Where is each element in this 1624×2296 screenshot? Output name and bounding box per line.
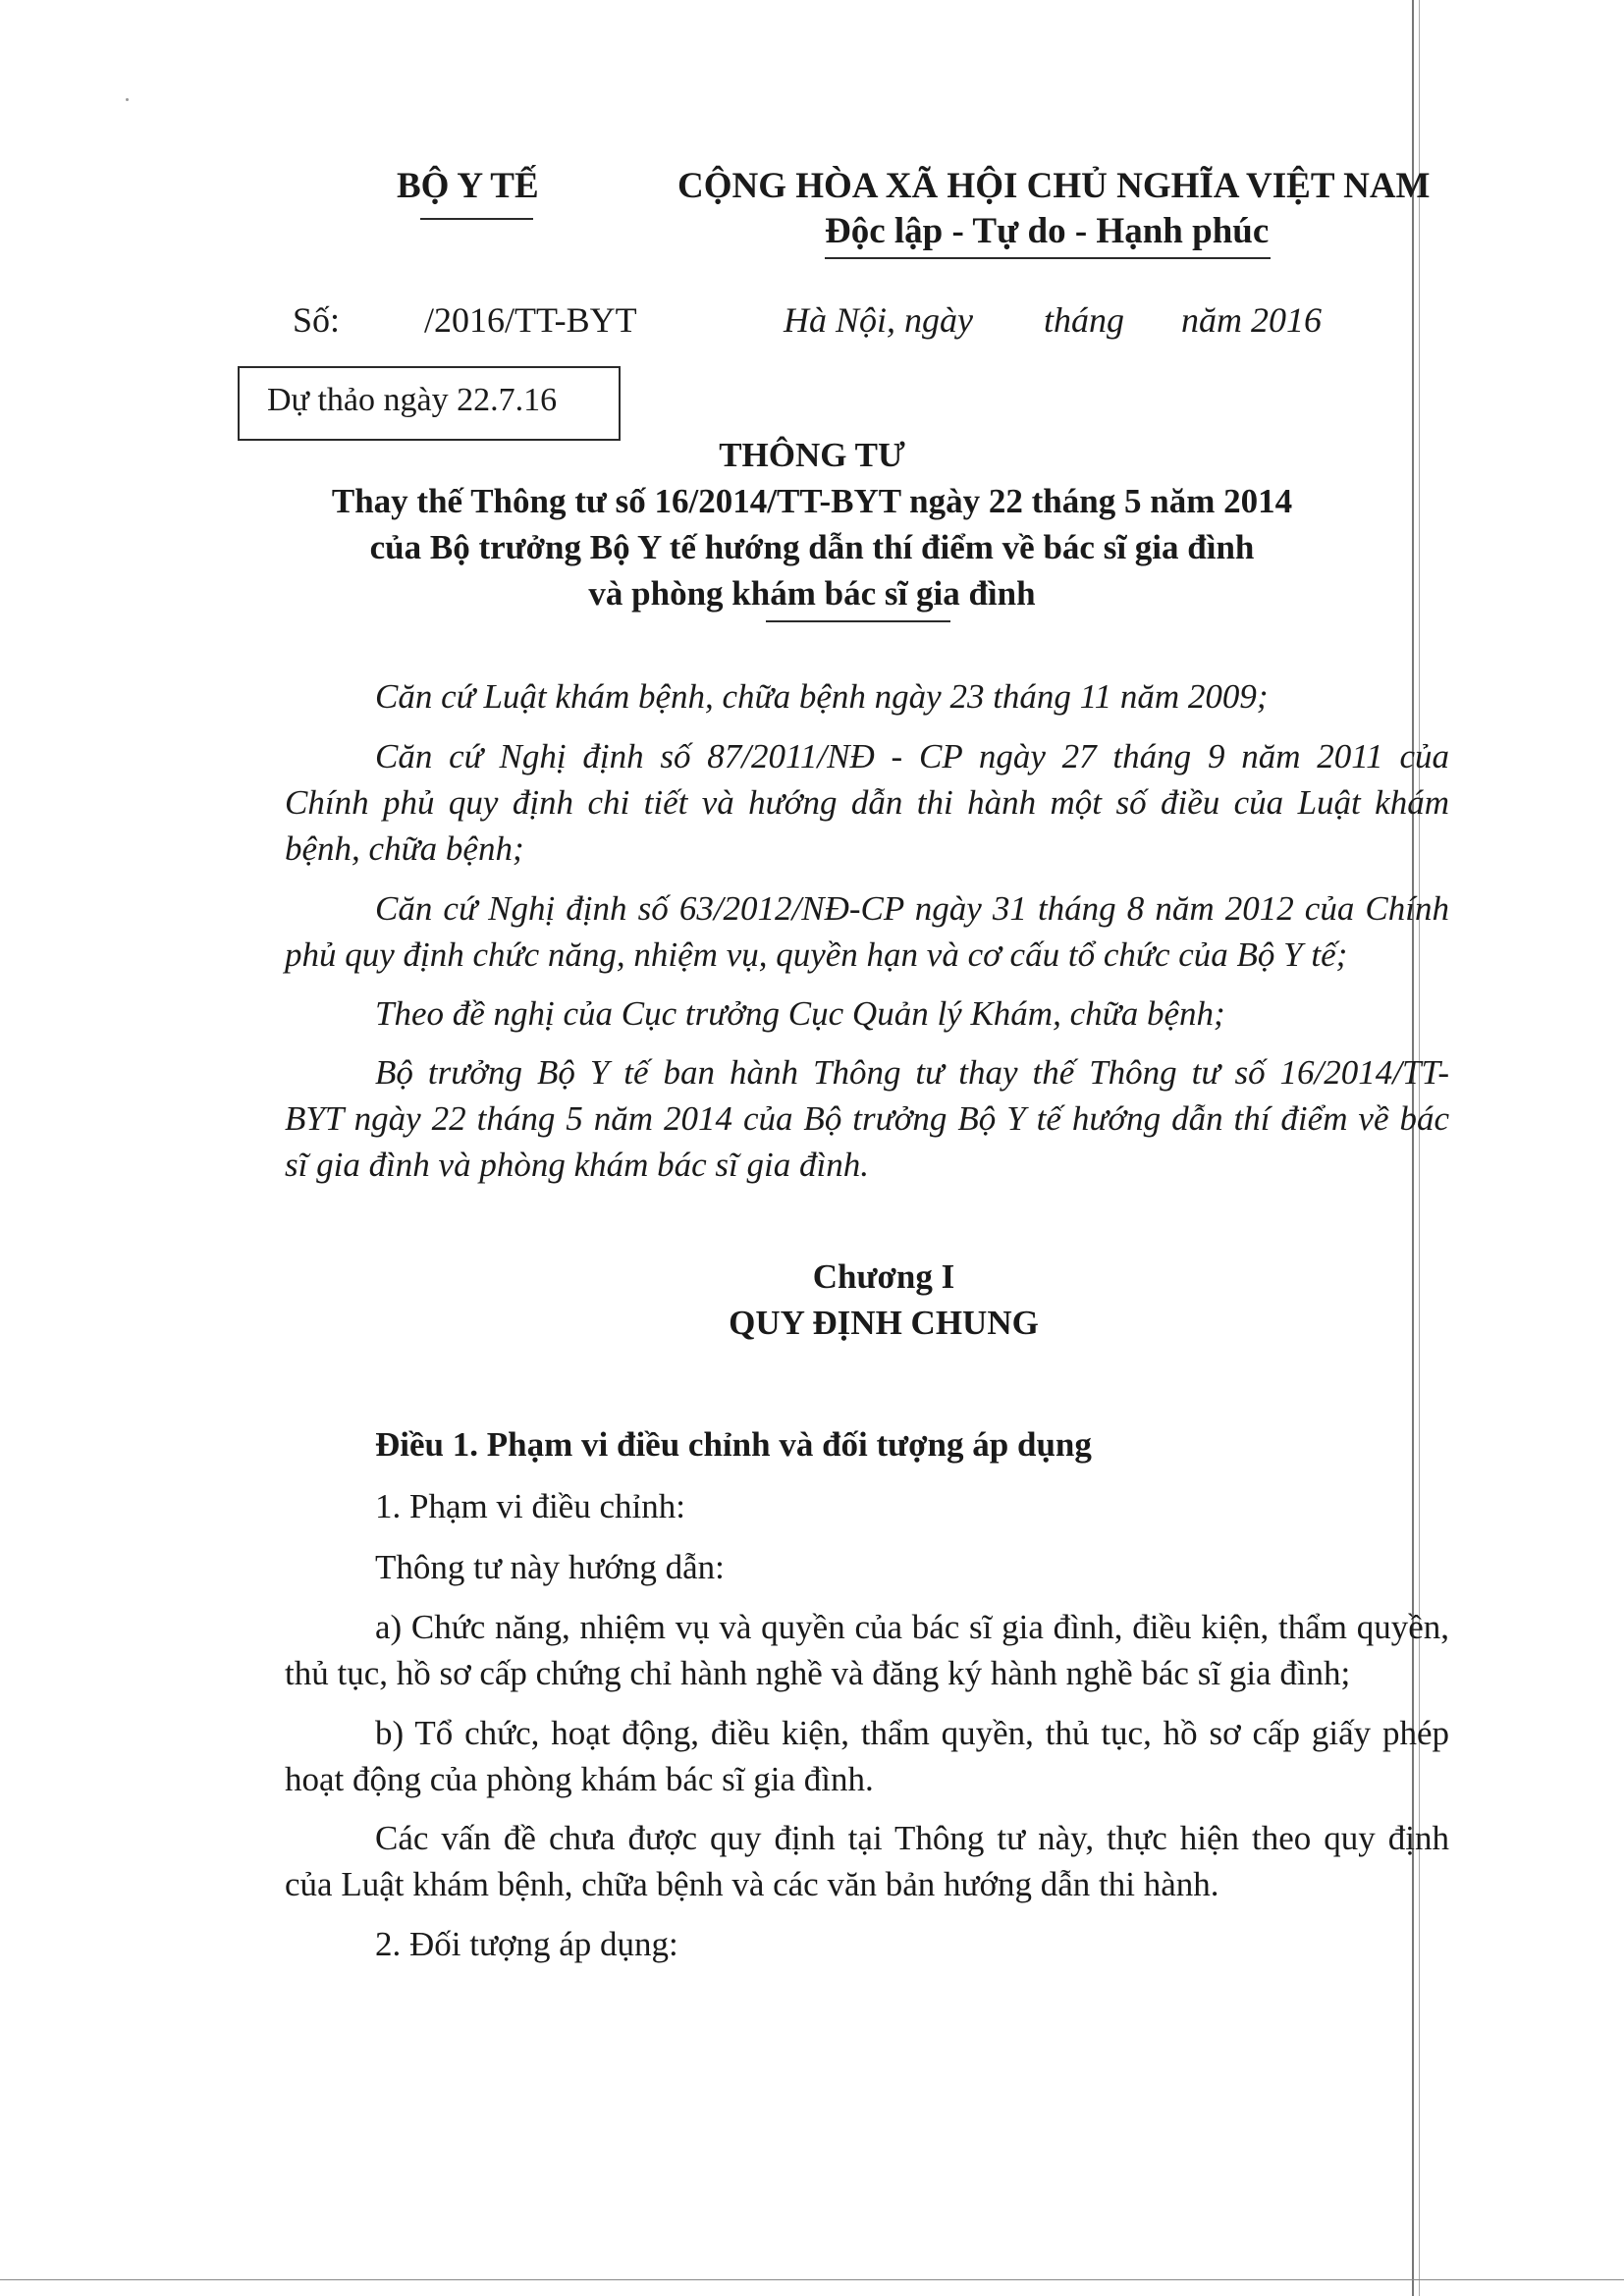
title-line-3: và phòng khám bác sĩ gia đình [588, 574, 1036, 613]
preamble-line: Theo đề nghị của Cục trưởng Cục Quản lý Khám, chữa bệnh; [375, 994, 1225, 1033]
preamble-line: bệnh, chữa bệnh; [285, 829, 524, 868]
preamble-line: Căn cứ Luật khám bệnh, chữa bệnh ngày 23 tháng 11 năm 2009; [375, 677, 1269, 716]
chapter-number: Chương I [812, 1257, 955, 1296]
republic-name: CỘNG HÒA XÃ HỘI CHỦ NGHĨA VIỆT NAM [677, 166, 1431, 206]
preamble-line: Căn cứ Nghị định số 63/2012/NĐ-CP ngày 31 tháng 8 năm 2012 của Chính [375, 889, 1449, 928]
ministry-name: BỘ Y TẾ [397, 166, 539, 206]
scan-edge-line [1412, 0, 1414, 2296]
preamble-line: BYT ngày 22 tháng 5 năm 2014 của Bộ trưởng Bộ Y tế hướng dẫn thí điểm về bác [285, 1099, 1449, 1138]
preamble-line: sĩ gia đình và phòng khám bác sĩ gia đình. [285, 1146, 869, 1184]
chapter-name: QUY ĐỊNH CHUNG [729, 1304, 1039, 1342]
article-line: hoạt động của phòng khám bác sĩ gia đình. [285, 1760, 874, 1798]
national-motto: Độc lập - Tự do - Hạnh phúc [825, 211, 1270, 251]
article-heading: Điều 1. Phạm vi điều chỉnh và đối tượng áp dụng [375, 1425, 1092, 1464]
place-date: Hà Nội, ngày [784, 300, 973, 340]
preamble-line: phủ quy định chức năng, nhiệm vụ, quyền hạn và cơ cấu tổ chức của Bộ Y tế; [285, 935, 1348, 974]
ministry-underline [420, 218, 533, 220]
draft-note-box: Dự thảo ngày 22.7.16 [238, 366, 621, 441]
title-line-2: của Bộ trưởng Bộ Y tế hướng dẫn thí điểm về bác sĩ gia đình [369, 528, 1255, 566]
title-underline [766, 620, 950, 622]
article-line: của Luật khám bệnh, chữa bệnh và các văn bản hướng dẫn thi hành. [285, 1865, 1219, 1903]
scan-edge-line-2 [1419, 0, 1420, 2296]
article-line: 1. Phạm vi điều chỉnh: [375, 1487, 685, 1525]
article-line: b) Tổ chức, hoạt động, điều kiện, thẩm quyền, thủ tục, hồ sơ cấp giấy phép [375, 1714, 1449, 1752]
article-line: thủ tục, hồ sơ cấp chứng chỉ hành nghề và đăng ký hành nghề bác sĩ gia đình; [285, 1654, 1351, 1692]
article-line: Các vấn đề chưa được quy định tại Thông tư này, thực hiện theo quy định [375, 1819, 1449, 1857]
article-line: 2. Đối tượng áp dụng: [375, 1925, 678, 1963]
date-month: tháng [1044, 300, 1125, 340]
article-line: a) Chức năng, nhiệm vụ và quyền của bác sĩ gia đình, điều kiện, thẩm quyền, [375, 1608, 1449, 1646]
preamble-line: Bộ trưởng Bộ Y tế ban hành Thông tư thay thế Thông tư số 16/2014/TT- [375, 1053, 1449, 1092]
doc-number-label: Số: [293, 300, 341, 340]
motto-underline [825, 257, 1271, 259]
article-line: Thông tư này hướng dẫn: [375, 1548, 725, 1586]
preamble-line: Chính phủ quy định chi tiết và hướng dẫn thi hành một số điều của Luật khám [285, 783, 1449, 822]
doc-number-value: /2016/TT-BYT [424, 300, 637, 340]
scan-bottom-line [0, 2279, 1624, 2280]
date-year: năm 2016 [1181, 300, 1322, 340]
document-type: THÔNG TƯ [719, 436, 905, 474]
title-line-1: Thay thế Thông tư số 16/2014/TT-BYT ngày 22 tháng 5 năm 2014 [331, 482, 1293, 520]
preamble-line: Căn cứ Nghị định số 87/2011/NĐ - CP ngày 27 tháng 9 năm 2011 của [375, 737, 1449, 775]
scan-speck [126, 98, 129, 101]
